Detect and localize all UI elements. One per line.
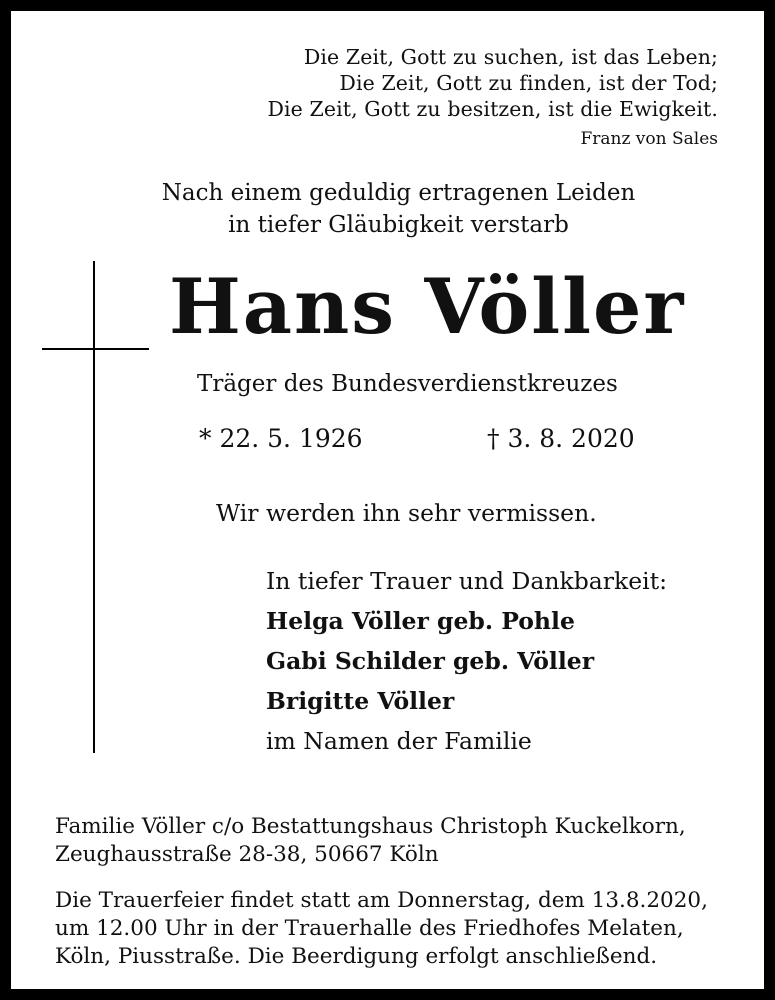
mourner-name: Helga Völler geb. Pohle	[266, 607, 575, 635]
deceased-name: Hans Völler	[169, 262, 686, 351]
mourners-closing: im Namen der Familie	[266, 727, 532, 755]
address-line: Zeughausstraße 28-38, 50667 Köln	[55, 842, 439, 867]
death-date: † 3. 8. 2020	[487, 424, 635, 453]
remembrance-line: Wir werden ihn sehr vermissen.	[216, 499, 597, 527]
motto-attribution: Franz von Sales	[580, 129, 718, 149]
mourner-name: Gabi Schilder geb. Völler	[266, 647, 595, 675]
motto-quote	[267, 44, 718, 122]
intro-text	[11, 177, 775, 241]
motto-line: Die Zeit, Gott zu finden, ist der Tod;	[339, 71, 718, 95]
cross-icon-vertical	[93, 261, 95, 753]
mourners-intro: In tiefer Trauer und Dankbarkeit:	[266, 567, 668, 595]
motto-line: Die Zeit, Gott zu suchen, ist das Leben;	[303, 45, 718, 69]
funeral-line: um 12.00 Uhr in der Trauerhalle des Friedhofes Melaten,	[55, 916, 684, 941]
cross-icon-horizontal	[42, 348, 149, 350]
mourners-block	[266, 561, 667, 761]
address-line: Familie Völler c/o Bestattungshaus Christoph Kuckelkorn,	[55, 814, 686, 839]
funeral-details	[55, 887, 708, 971]
intro-line: in tiefer Gläubigkeit verstarb	[228, 212, 569, 238]
mourner-name: Brigitte Völler	[266, 687, 455, 715]
intro-line: Nach einem geduldig ertragenen Leiden	[161, 180, 636, 206]
deceased-honor: Träger des Bundesverdienstkreuzes	[197, 371, 618, 397]
contact-address	[55, 813, 686, 869]
funeral-line: Köln, Piusstraße. Die Beerdigung erfolgt anschließend.	[55, 944, 658, 969]
motto-line: Die Zeit, Gott zu besitzen, ist die Ewigkeit.	[267, 97, 718, 121]
funeral-line: Die Trauerfeier findet statt am Donnerstag, dem 13.8.2020,	[55, 888, 708, 913]
birth-date: * 22. 5. 1926	[199, 424, 363, 453]
